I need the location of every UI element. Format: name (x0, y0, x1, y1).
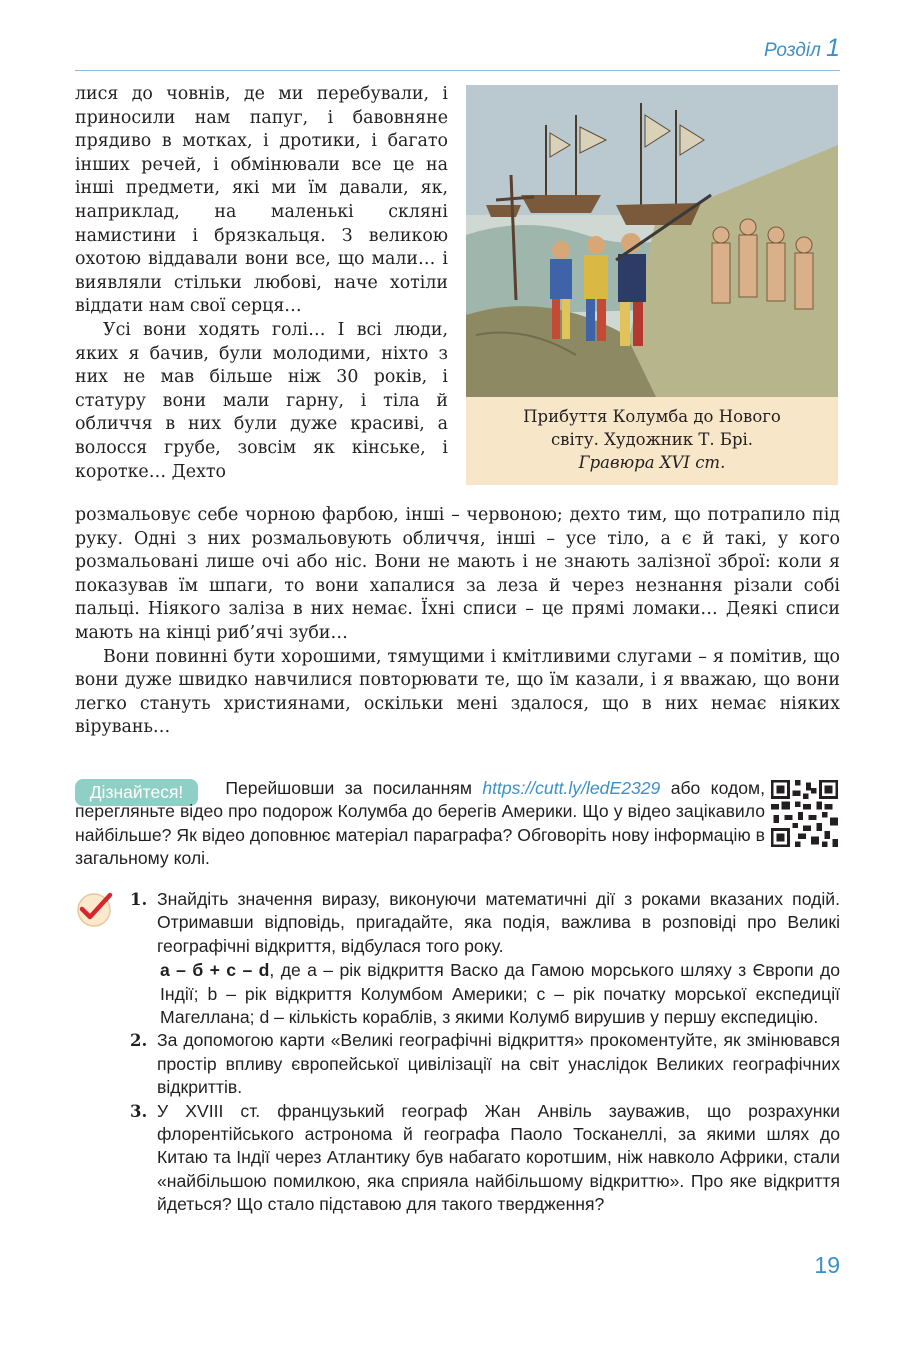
page-number: 19 (814, 1252, 840, 1278)
caption-line-3: Гравюра XVI ст. (578, 453, 726, 472)
discover-block (75, 777, 765, 871)
discover-text-after: або кодом, перегляньте відео про подорож Колумба до берегів Америки. Що у відео зацікавило найбільше? Як відео доповнює матеріал параграфа? Обговоріть нову інформацію в загальному колі. (75, 778, 766, 869)
task-1-formula-block (130, 959, 840, 1029)
task-text: За допомогою карти «Великі географічні відкриття» прокоментуйте, як змінювався простір впливу європейської цивілізації на світ унаслідок Великих географічних відкриттів. (157, 1030, 840, 1098)
qr-code-icon[interactable] (771, 780, 838, 847)
task-item-1 (130, 888, 840, 958)
discover-text-before: Перейшовши за посиланням (225, 778, 472, 798)
task-number: 1. (130, 890, 148, 909)
section-label (764, 34, 840, 63)
discover-badge: Дізнайтеся! (75, 779, 198, 806)
source-text-intro (75, 83, 448, 484)
page-header (75, 34, 840, 71)
task-number: 2. (130, 1031, 148, 1051)
columbus-arrival-engraving (466, 85, 838, 397)
caption-line-2: світу. Художник Т. Брі. (550, 430, 754, 449)
intro-paragraph-2: Усі вони ходять голі… І всі люди, яких я бачив, були молодими, ніхто з них не мав більше ніж 30 років, і статуру вони мали гарну, і тіла й обличчя в них були дуже красиві, а волосся грубе, зовсім як кінське, і коротке… Дехто (75, 319, 448, 482)
section-number: 1 (826, 34, 840, 62)
task-number: 3. (130, 1101, 148, 1121)
discover-text (75, 778, 765, 868)
continuation-paragraph-1: розмальовує себе чорною фарбою, інші – червоною; дехто тим, що потрапило під руку. Одні з них розмальовують обличчя, інші – усе тіло, а є й такі, у кого розмальовані лише очі або ніс. Вони не мають і не знають залізної зброї: коли я показував їм шпаги, то вони хапалися за леза й через незнання різали собі пальці. Ніякого заліза в них немає. Їхні списи – це прямі ломаки… Деякі списи мають на кінці риб’ячі зуби… (75, 505, 840, 643)
continuation-paragraph-2: Вони повинні бути хорошими, тямущими і кмітливими слугами – я помітив, що вони дуже швидко навчилися повторювати те, що їм казали, і я вважаю, що вони легко стануть християнами, оскільки мені здалося, що в них немає ніяких вірувань… (75, 646, 840, 738)
video-link[interactable]: https://cutt.ly/ledE2329 (482, 778, 661, 798)
checkmark-icon (74, 889, 114, 929)
intro-paragraph-1: лися до човнів, де ми перебували, і приносили нам папуг, і бавовняне прядиво в мотках, і дротики, і багато інших речей, і обмінювали все це на інші предмети, які ми їм давали, як, наприклад, на маленькі скляні намистини і брязкальця. З великою охотою віддавали вони все, що мали… і виявляли стільки любові, наче хотіли віддати нам свої серця… (75, 84, 448, 317)
task-formula-explanation: , де а – рік відкриття Васко да Гамою морського шляху з Європи до Індії; b – рік відкриття Колумбом Америки; с – рік початку морської експедиції Магеллана; d – кількість кораблів, з якими Колумб вирушив у першу експедицію. (160, 960, 841, 1028)
caption-line-1: Прибуття Колумба до Нового (523, 407, 781, 426)
section-word: Розділ (763, 40, 821, 61)
source-text-continuation (75, 504, 840, 740)
task-text: У XVIII ст. французький географ Жан Анвіль зауважив, що розрахунки флорентійського астронома й географа Паоло Тосканеллі, за якими шлях до Китаю та Індії через Атлантику був набагато коротшим, ніж навколо Африки, стали «найбільшою помилкою, яка сприяла найбільшому відкриттю». Про яке відкриття йдеться? Що стало підставою для такого твердження? (157, 1100, 840, 1215)
task-item-3 (130, 1100, 840, 1217)
task-item-2 (130, 1029, 840, 1099)
illustration-figure (466, 85, 838, 485)
task-text: Знайдіть значення виразу, виконуючи математичні дії з роками вказаних подій. Отримавши відповідь, пригадайте, яка подія, важлива в розповіді про Великі географічні відкриття, відбулася того року. (157, 889, 840, 956)
task-formula: а – б + с – d (160, 960, 270, 981)
figure-caption (466, 397, 838, 474)
tasks-list (130, 888, 840, 1217)
